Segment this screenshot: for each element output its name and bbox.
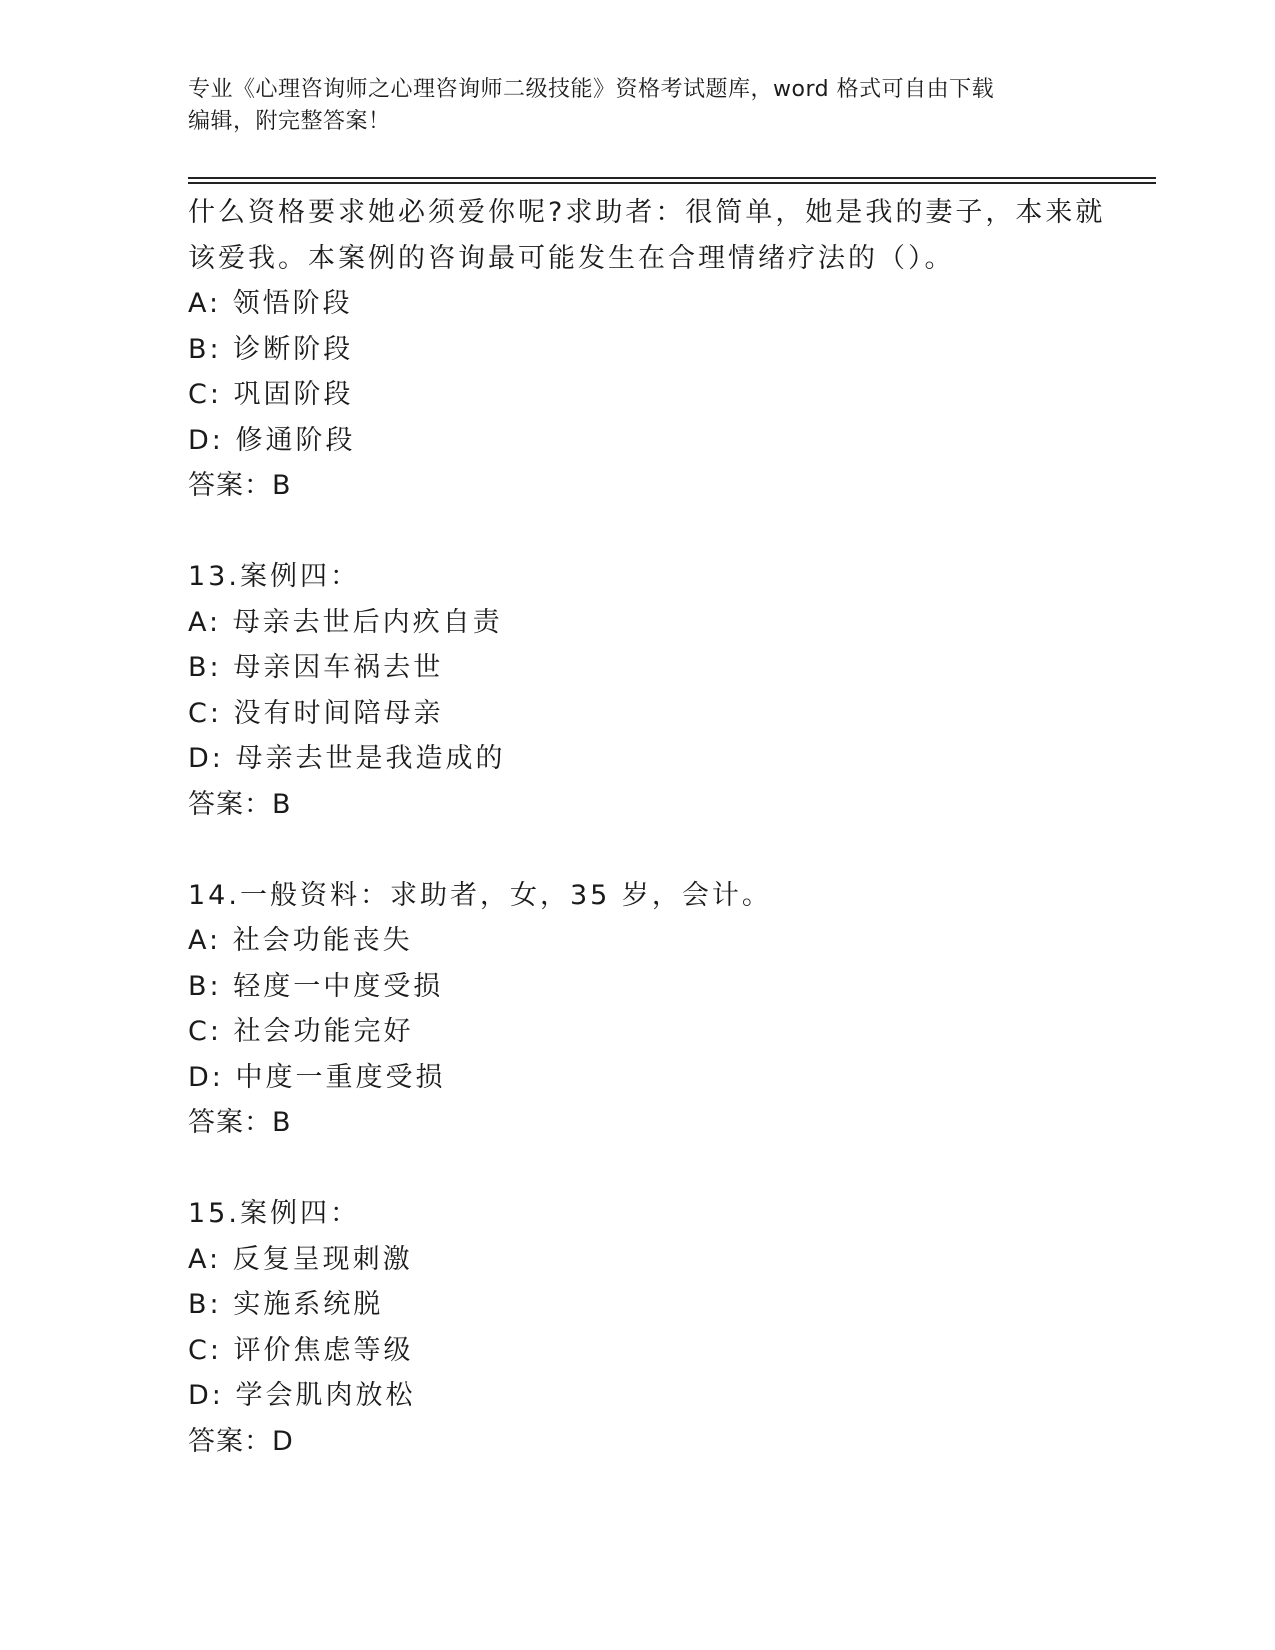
option-a: A: 母亲去世后内疚自责 xyxy=(188,606,503,638)
question-15 xyxy=(188,1191,1148,1464)
question-content xyxy=(188,190,1148,1464)
option-d: D: 中度一重度受损 xyxy=(188,1061,446,1093)
option-b: B: 母亲因车祸去世 xyxy=(188,652,444,683)
option-d: D: 学会肌肉放松 xyxy=(188,1380,416,1411)
page-header xyxy=(188,74,1088,138)
header-divider-bottom xyxy=(188,182,1156,184)
question-stem: 15.案例四： xyxy=(188,1198,360,1229)
answer-line: 答案：B xyxy=(188,1107,292,1138)
option-b: B: 诊断阶段 xyxy=(188,333,354,365)
question-stem: 14.一般资料：求助者，女，35 岁，会计。 xyxy=(188,879,772,911)
question-13 xyxy=(188,554,1148,827)
option-b: B: 实施系统脱 xyxy=(188,1289,384,1320)
question-14 xyxy=(188,873,1148,1146)
option-c: C: 没有时间陪母亲 xyxy=(188,697,444,729)
header-line-1: 专业《心理咨询师之心理咨询师二级技能》资格考试题库，word 格式可自由下载 xyxy=(188,77,995,102)
spacer xyxy=(188,827,1148,873)
option-d: D: 母亲去世是我造成的 xyxy=(188,743,506,774)
question-stem: 该爱我。本案例的咨询最可能发生在合理情绪疗法的（）。 xyxy=(188,242,955,274)
option-a: A: 社会功能丧失 xyxy=(188,925,413,956)
answer-line: 答案：D xyxy=(188,1425,294,1457)
answer-line: 答案：B xyxy=(188,470,292,501)
option-b: B: 轻度一中度受损 xyxy=(188,970,444,1002)
option-a: A: 领悟阶段 xyxy=(188,288,353,319)
question-12 xyxy=(188,190,1148,509)
option-c: C: 巩固阶段 xyxy=(188,379,354,410)
option-d: D: 修通阶段 xyxy=(188,424,356,456)
option-a: A: 反复呈现刺激 xyxy=(188,1243,413,1275)
question-stem: 什么资格要求她必须爱你呢?求助者：很简单，她是我的妻子，本来就 xyxy=(188,197,1106,228)
spacer xyxy=(188,509,1148,555)
header-divider-top xyxy=(188,177,1156,179)
option-c: C: 评价焦虑等级 xyxy=(188,1334,414,1366)
option-c: C: 社会功能完好 xyxy=(188,1016,414,1047)
answer-line: 答案：B xyxy=(188,788,292,820)
question-stem: 13.案例四： xyxy=(188,561,360,592)
spacer xyxy=(188,1146,1148,1192)
header-line-2: 编辑，附完整答案！ xyxy=(188,109,391,134)
